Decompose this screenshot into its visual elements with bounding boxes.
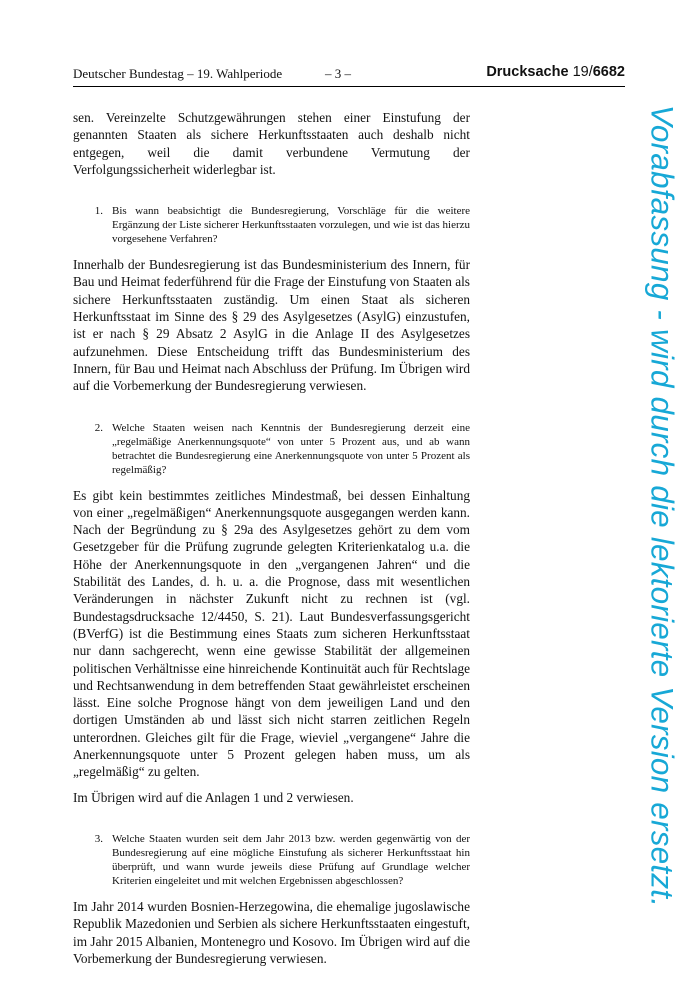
header-drucksache-label: Drucksache [486,64,569,80]
header-page-number: – 3 – [325,66,351,81]
question-1-number: 1. [94,205,103,218]
question-2-text: Welche Staaten weisen nach Kenntnis der Bundesregierung derzeit eine „regelmäßige Anerkennungsquote“ von unter 5 Prozent aus, und ab wann betrachtet die Bundesregierung eine Anerkennungsquote von unter 5 Prozent als regelmäßig? [112,421,470,476]
answer-1: Innerhalb der Bundesregierung ist das Bundesministerium des Innern, für Bau und Heimat federführend für die Frage der Einstufung von Staaten als sichere Herkunftsstaaten zuständig. Um einen Staat als sicheren Herkunftsstaat im Sinne des § 29 des Asylgesetzes (AsylG) einzustufen, ist er nach § 29 Absatz 2 AsylG in die Anlage II des Asylgesetzes aufzunehmen. Diese Entscheidung trifft das Bundesministerium des Innern, für Bau und Heimat nach Abschluss der Prüfung. Im Übrigen wird auf die Vorbemerkung der Bundesregierung verwiesen. [73,257,470,394]
header-number-bold: 6682 [592,64,625,80]
header-document-id [486,64,625,80]
answer-3: Im Jahr 2014 wurden Bosnien-Herzegowina, die ehemalige jugoslawische Republik Mazedonien und Serbien als sichere Herkunftsstaaten eingestuft, im Jahr 2015 Albanien, Montenegro und Kosovo. Im Übrigen wird auf die Vorbemerkung der Bundesregierung verwiesen. [73,898,470,966]
draft-watermark [640,104,684,908]
draft-watermark-text: Vorabfassung - wird durch die lektorierte Version ersetzt. [644,104,681,908]
answer-2-paragraph-2: Im Übrigen wird auf die Anlagen 1 und 2 verwiesen. [73,789,354,805]
question-3 [73,832,470,888]
header-publication: Deutscher Bundestag – 19. Wahlperiode [73,66,283,81]
header-number-plain: 19/ [572,64,593,80]
page-header [73,64,625,87]
question-2-number: 2. [94,421,103,434]
question-3-number: 3. [94,832,103,845]
question-1-text: Bis wann beabsichtigt die Bundesregierung, Vorschläge für die weitere Ergänzung der Liste sicherer Herkunftsstaaten vorzulegen, und wie ist das hierzu vorgesehene Verfahren? [112,205,470,246]
answer-2-paragraph-1: Es gibt kein bestimmtes zeitliches Mindestmaß, bei dessen Einhaltung von einer „regelmäßigen“ Anerkennungsquote ausgegangen werden kann. Nach der Begründung zu § 29a des Asylgesetzes gehört zu dem vom Gesetzgeber für die Prüfung zugrunde gelegten Kriterienkatalog u.a. die Höhe der Anerkennungsquote in den „vergangenen Jahren“ und die Stabilität des Landes, d. h. u. a. die Prognose, dass mit wesentlichen Veränderungen in nächster Zukunft nicht zu rechnen ist (vgl. Bundestagsdrucksache 12/4450, S. 21). Laut Bundesverfassungsgericht (BVerfG) ist die Bestimmung eines Staats zum sicheren Herkunftsstaat nur dann sachgerecht, wenn eine gewisse Stabilität der allgemeinen politischen Verhältnisse eine hinreichende Kontinuität auch für Rechtslage und Rechtsanwendung in dem betreffenden Staat gewährleistet erscheinen lässt. Eine solche Prognose hängt von dem jeweiligen Land und den dortigen Umständen ab und lässt sich nicht starren zeitlichen Regeln unterordnen. Gleiches gilt für die Frage, wieviel „vergangene“ Jahre die Anerkennungsquote unter 5 Prozent gelegen haben muss, um als „regelmäßig“ zu gelten. [73,487,470,780]
question-3-text: Welche Staaten wurden seit dem Jahr 2013 bzw. werden gegenwärtig von der Bundesregierung auf eine mögliche Einstufung als sicherer Herkunftsstaat hin überprüft, und wann wurde jeweils diese Prüfung auf Grundlage welcher Kriterien eingeleitet und mit welchen Ergebnissen abgeschlossen? [112,832,470,887]
question-1 [73,204,470,246]
intro-paragraph: sen. Vereinzelte Schutzgewährungen stehen einer Einstufung der genannten Staaten als sichere Herkunftsstaaten auch deshalb nicht entgegen, weil die damit verbundene Vermutung der Verfolgungssicherheit widerlegbar ist. [73,110,470,177]
question-2 [73,421,470,477]
document-body [73,109,470,967]
